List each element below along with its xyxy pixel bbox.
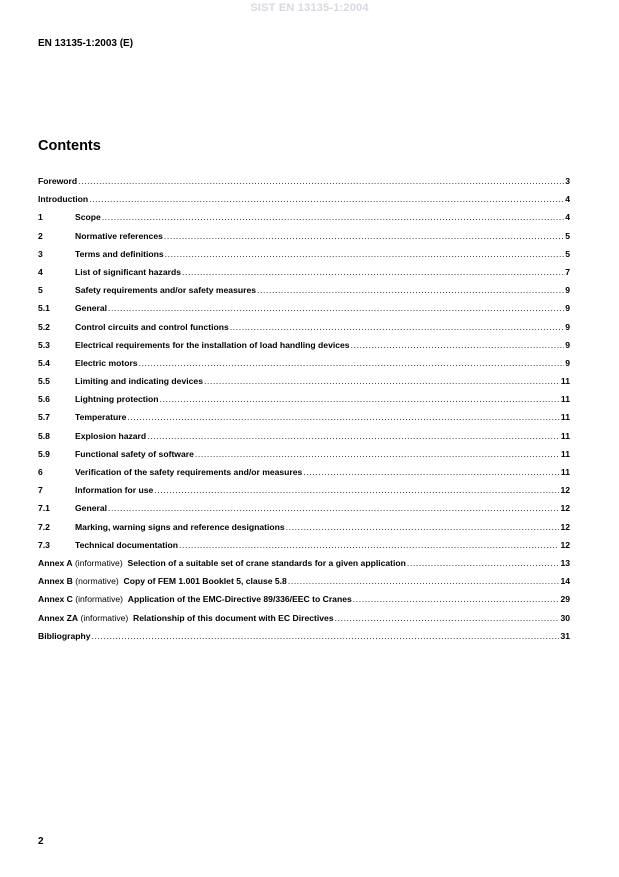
leader-dots (351, 340, 565, 350)
leader-dots (335, 613, 560, 623)
toc-entry-number: 5.4 (38, 357, 50, 368)
toc-entry-number: 6 (38, 467, 43, 477)
toc-entry[interactable] (38, 340, 570, 358)
toc-entry-page: 9 (565, 357, 570, 368)
toc-entry-page: 30 (560, 612, 570, 623)
leader-dots (303, 467, 560, 477)
toc-entry-page: 12 (560, 539, 570, 550)
toc-entry-number: 7.3 (38, 539, 50, 550)
document-id: EN 13135-1:2003 (E) (38, 38, 134, 49)
toc-entry[interactable] (38, 358, 570, 376)
toc-entry-number: 5.9 (38, 448, 50, 459)
annex-title: Selection of a suitable set of crane standards for a given application (127, 557, 406, 568)
toc-entry-page: 11 (560, 430, 570, 441)
toc-entry-title: Information for use (75, 485, 154, 496)
toc-entry-page: 11 (560, 467, 570, 477)
leader-dots (89, 194, 564, 204)
toc-entry-number: 5.3 (38, 339, 50, 350)
toc-entry-title: Explosion hazard (75, 430, 147, 441)
toc-entry[interactable] (38, 467, 570, 485)
toc-entry-number: 7.1 (38, 503, 50, 514)
toc-annex-entry[interactable] (38, 558, 570, 576)
annex-label: Annex ZA (38, 612, 79, 623)
annex-title: Copy of FEM 1.001 Booklet 5, clause 5.8 (123, 576, 287, 587)
toc-entry-page: 9 (565, 303, 570, 314)
toc-entry-page: 11 (560, 394, 570, 405)
annex-title: Application of the EMC-Directive 89/336/EEC to Cranes (127, 594, 352, 605)
toc-entry[interactable] (38, 522, 570, 540)
toc-entry-number: 5.7 (38, 412, 50, 423)
toc-entry-number: 5 (38, 285, 43, 296)
leader-dots (204, 376, 560, 386)
toc-entry-number: 2 (38, 230, 43, 241)
toc-entry[interactable] (38, 376, 570, 394)
annex-kind: (normative) (75, 576, 119, 587)
toc-entry-title: General (75, 503, 108, 514)
toc-entry-number: 5.8 (38, 430, 50, 441)
toc-entry-number: 5.1 (38, 303, 50, 314)
toc-entry[interactable] (38, 540, 570, 558)
toc-entry-page: 7 (565, 266, 570, 277)
leader-dots (257, 285, 564, 295)
toc-entry[interactable] (38, 412, 570, 430)
leader-dots (108, 303, 564, 313)
toc-entry-number: 1 (38, 212, 43, 223)
leader-dots (182, 267, 564, 277)
toc-entry-number: 7 (38, 485, 43, 496)
toc-entry-page: 11 (560, 412, 570, 423)
toc-entry[interactable] (38, 322, 570, 340)
leader-dots (108, 503, 559, 513)
annex-kind: (informative) (75, 594, 124, 605)
toc-entry-number: 4 (38, 266, 43, 277)
leader-dots (147, 431, 560, 441)
toc-entry-bibliography[interactable] (38, 631, 570, 649)
leader-dots (195, 449, 560, 459)
toc-entry-title: Safety requirements and/or safety measures (75, 285, 257, 296)
leader-dots (102, 212, 564, 222)
toc-entry[interactable] (38, 212, 570, 230)
toc-entry-page: 4 (565, 194, 570, 205)
annex-label: Annex A (38, 557, 73, 568)
toc-entry-page: 9 (565, 321, 570, 332)
toc-entry-title: Limiting and indicating devices (75, 376, 203, 387)
toc-entry-page: 31 (560, 630, 570, 641)
toc-entry-page: 5 (565, 230, 570, 241)
annex-label: Annex B (38, 576, 73, 587)
leader-dots (92, 631, 560, 641)
toc-entry[interactable] (38, 431, 570, 449)
toc-entry-title: Lightning protection (75, 394, 159, 405)
leader-dots (127, 412, 559, 422)
toc-entry-title: Terms and definitions (75, 248, 164, 259)
toc-entry-page: 11 (560, 448, 570, 459)
leader-dots (160, 394, 560, 404)
toc-entry-foreword[interactable] (38, 176, 570, 194)
toc-entry[interactable] (38, 285, 570, 303)
toc-entry-title: General (75, 303, 108, 314)
toc-entry-page: 3 (565, 176, 570, 186)
leader-dots (154, 485, 559, 495)
contents-heading: Contents (38, 138, 101, 154)
toc-entry-title: Electric motors (75, 357, 138, 368)
toc-entry-title: Normative references (75, 230, 163, 241)
toc-entry-page: 14 (560, 576, 570, 587)
toc-entry-page: 9 (565, 339, 570, 350)
annex-kind: (informative) (80, 612, 129, 623)
annex-label: Annex C (38, 594, 73, 605)
toc-entry-introduction[interactable] (38, 194, 570, 212)
leader-dots (179, 540, 559, 550)
toc-entry-page: 4 (565, 212, 570, 223)
leader-dots (165, 249, 565, 259)
toc-entry[interactable] (38, 503, 570, 521)
page-number: 2 (38, 836, 44, 847)
toc-entry-number: 5.6 (38, 394, 50, 405)
toc-entry-number: 7.2 (38, 521, 50, 532)
toc-entry-title: Marking, warning signs and reference designations (75, 521, 285, 532)
toc-entry[interactable] (38, 249, 570, 267)
toc-entry-page: 12 (560, 503, 570, 514)
toc-annex-entry[interactable] (38, 594, 570, 612)
toc-entry-number: 5.5 (38, 376, 50, 387)
toc-entry[interactable] (38, 449, 570, 467)
toc-entry-title: Temperature (75, 412, 127, 423)
toc-entry-title: Functional safety of software (75, 448, 194, 459)
toc-entry-title: Foreword (38, 176, 78, 186)
annex-kind: (informative) (74, 557, 123, 568)
toc-entry-title: List of significant hazards (75, 266, 182, 277)
toc-entry[interactable] (38, 485, 570, 503)
toc-entry-page: 9 (565, 285, 570, 296)
toc-entry-number: 5.2 (38, 321, 50, 332)
watermark: SIST EN 13135-1:2004 (250, 2, 369, 14)
toc-annex-entry[interactable] (38, 576, 570, 594)
annex-title: Relationship of this document with EC Directives (133, 612, 334, 623)
leader-dots (288, 576, 560, 586)
toc-entry[interactable] (38, 231, 570, 249)
toc-entry-page: 12 (560, 485, 570, 496)
leader-dots (230, 322, 564, 332)
toc-entry-page: 13 (560, 557, 570, 568)
toc-entry[interactable] (38, 303, 570, 321)
toc-entry-title: Control circuits and control functions (75, 321, 229, 332)
toc-entry-title: Bibliography (38, 630, 91, 641)
toc-entry-title: Electrical requirements for the installation of load handling devices (75, 339, 350, 350)
toc-entry-title: Verification of the safety requirements and/or measures (75, 467, 303, 477)
toc-entry-page: 12 (560, 521, 570, 532)
toc-entry[interactable] (38, 394, 570, 412)
leader-dots (139, 358, 565, 368)
toc-entry-title: Technical documentation (75, 539, 178, 550)
leader-dots (78, 176, 564, 186)
toc-entry-number: 3 (38, 248, 43, 259)
leader-dots (407, 558, 560, 568)
leader-dots (353, 594, 560, 604)
leader-dots (286, 522, 560, 532)
toc-entry-title: Introduction (38, 194, 89, 205)
toc-entry-page: 5 (565, 248, 570, 259)
toc-entry-page: 11 (560, 376, 570, 387)
table-of-contents (38, 176, 570, 649)
toc-entry[interactable] (38, 267, 570, 285)
toc-entry-title: Scope (75, 212, 101, 223)
toc-entry-page: 29 (560, 594, 570, 605)
toc-annex-entry[interactable] (38, 613, 570, 631)
leader-dots (164, 231, 564, 241)
